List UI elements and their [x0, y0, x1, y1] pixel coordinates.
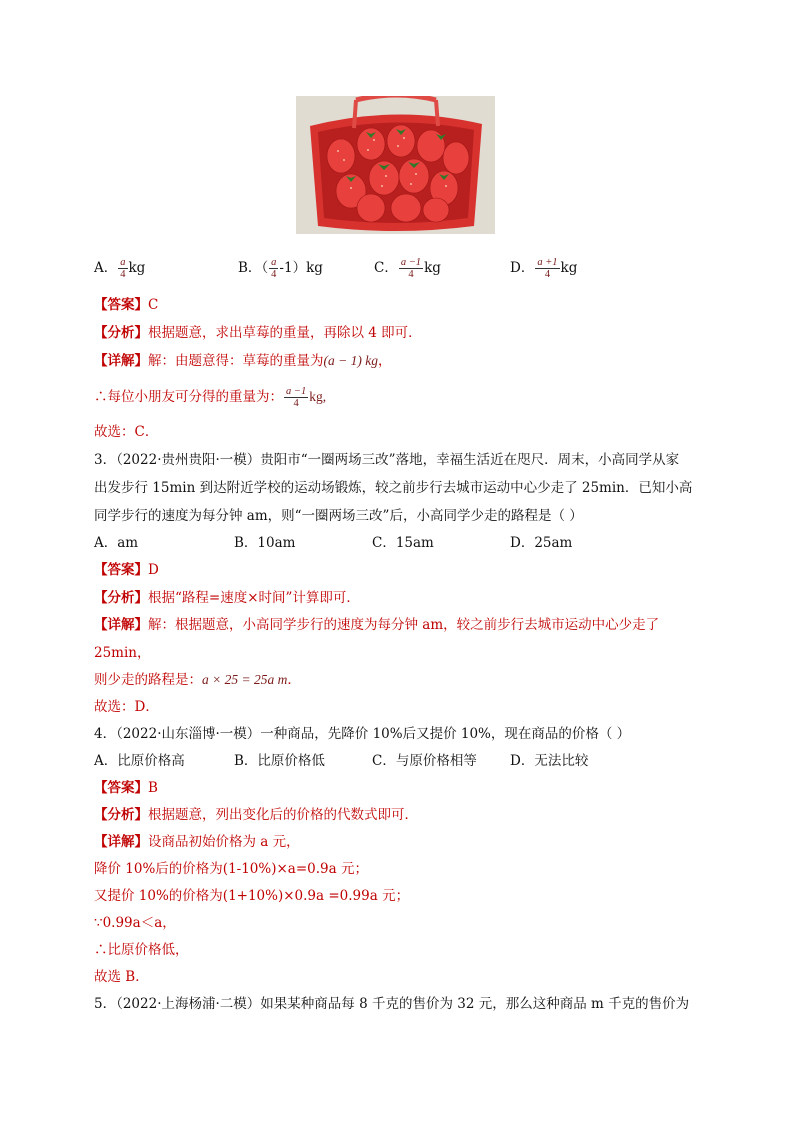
q3-detail-3: 则少走的路程是：a × 25 = 25a m．	[94, 672, 301, 688]
q4-options-row	[94, 751, 694, 771]
q2-detail-1: 【详解】解：由题意得：草莓的重量为(a − 1) kg，	[94, 353, 392, 369]
q3-options-row	[94, 533, 694, 553]
q2-analysis: 【分析】根据题意，求出草莓的重量，再除以 4 即可．	[94, 325, 422, 341]
q3-option-c[interactable]: C．15am	[372, 535, 434, 551]
q4-analysis: 【分析】根据题意，列出变化后的价格的代数式即可．	[94, 807, 418, 823]
q3-stem-line-2: 出发步行 15min 到达附近学校的运动场锻炼，较之前步行去城市运动中心少走了 25min．已知小高	[94, 480, 693, 496]
q3-option-d[interactable]: D．25am	[510, 535, 573, 551]
q4-detail-2: 降价 10%后的价格为(1-10%)×a=0.9a 元；	[94, 861, 368, 877]
q2-answer: 【答案】C	[94, 297, 159, 313]
q5-stem-line-1: 5．（2022·上海杨浦·二模）如果某种商品每 8 千克的售价为 32 元，那么这种商品 m 千克的售价为	[94, 996, 690, 1012]
q2-options-row	[94, 257, 694, 279]
q4-detail-3: 又提价 10%的价格为(1+10%)×0.9a =0.99a 元；	[94, 888, 410, 904]
q3-stem-line-1: 3．（2022·贵州贵阳·一模）贵阳市“一圈两场三改”落地，幸福生活近在咫尺．周末，小高同学从家	[94, 452, 680, 468]
q3-answer: 【答案】D	[94, 562, 159, 578]
q4-option-a[interactable]: A．比原价格高	[94, 753, 185, 769]
q4-option-c[interactable]: C．与原价格相等	[372, 753, 477, 769]
q4-conclusion: 故选 B．	[94, 969, 149, 985]
q2-conclusion: 故选：C．	[94, 424, 159, 440]
q3-option-a[interactable]: A．am	[94, 535, 139, 551]
q2-option-b[interactable]: B．（ $\frac{a}{4}$ -1）kg	[238, 257, 323, 280]
q4-detail-1: 【详解】设商品初始价格为 a 元，	[94, 834, 300, 850]
q3-option-b[interactable]: B．10am	[234, 535, 296, 551]
q2-detail-2: ∴每位小朋友可分得的重量为： $\frac{a -1}{4}$ kg,	[94, 386, 327, 409]
q4-option-d[interactable]: D．无法比较	[510, 753, 589, 769]
q3-stem-line-3: 同学步行的速度为每分钟 am，则“一圈两场三改”后，小高同学少走的路程是（ ）	[94, 508, 583, 524]
q3-detail-2: 25min，	[94, 645, 151, 661]
q4-detail-5: ∴比原价格低，	[94, 942, 189, 958]
q2-option-a[interactable]: A． $\frac{a}{4}$ kg	[94, 257, 146, 280]
q4-detail-4: ∵0.99a＜a，	[94, 915, 176, 931]
q3-conclusion: 故选：D．	[94, 699, 159, 715]
q4-answer: 【答案】B	[94, 780, 158, 796]
q2-option-c[interactable]: C． $\frac{a -1}{4}$ kg	[374, 257, 441, 280]
q4-option-b[interactable]: B．比原价格低	[234, 753, 325, 769]
q3-detail-1: 【详解】解：根据题意，小高同学步行的速度为每分钟 am，较之前步行去城市运动中心少走了	[94, 617, 660, 633]
q2-option-d[interactable]: D． $\frac{a +1}{4}$ kg	[510, 257, 578, 280]
q3-analysis: 【分析】根据“路程=速度×时间”计算即可．	[94, 590, 360, 606]
strawberry-basket-image	[296, 96, 495, 234]
q4-stem-line-1: 4．（2022·山东淄博·一模）一种商品，先降价 10%后又提价 10%，现在商品的价格（ ）	[94, 726, 631, 742]
